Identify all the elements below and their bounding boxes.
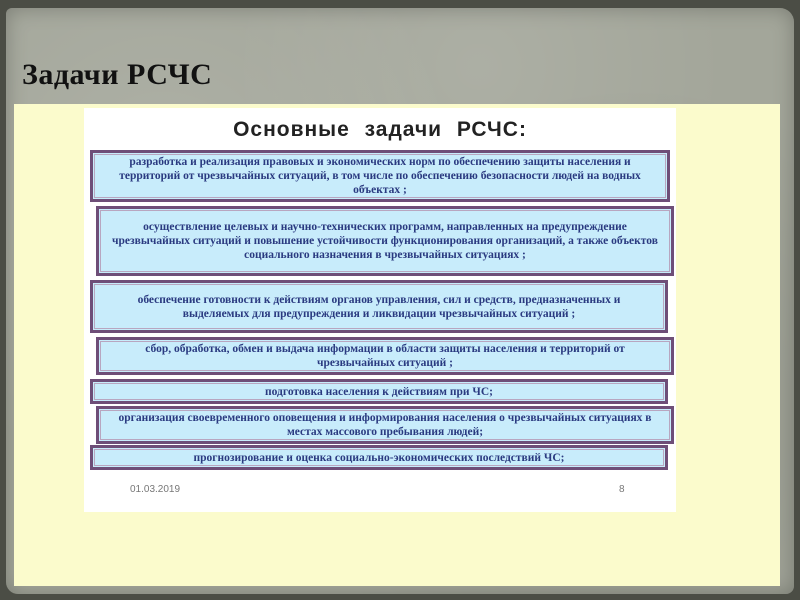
task-box-programs bbox=[96, 206, 674, 276]
task-text: прогнозирование и оценка социально-экономических последствий ЧС; bbox=[193, 451, 565, 464]
slide-title: Задачи РСЧС bbox=[22, 58, 213, 91]
task-text: обеспечение готовности к действиям органов управления, сил и средств, предназначенных и выделяемых для предупреждения и ликвидации чрезвычайных ситуаций ; bbox=[137, 293, 621, 320]
task-text: организация своевременного оповещения и информирования населения о чрезвычайных ситуациях в местах массового пребывания людей; bbox=[118, 412, 652, 438]
task-text: подготовка населения к действиям при ЧС; bbox=[265, 385, 493, 398]
task-text: разработка и реализация правовых и экономических норм по обеспечению защиты населения и территорий от чрезвычайных ситуаций, в том числе по обеспечению безопасности людей на водных объектах ; bbox=[119, 156, 641, 196]
inner-slide-title: Основные задачи РСЧС: bbox=[233, 118, 527, 141]
task-box-readiness bbox=[90, 280, 668, 333]
task-box-population-training bbox=[90, 379, 668, 404]
task-text: сбор, обработка, обмен и выдача информации в области защиты населения и территорий от чрезвычайных ситуаций ; bbox=[145, 343, 625, 369]
task-text: осуществление целевых и научно-технических программ, направленных на предупреждение чрезвычайных ситуаций и повышение устойчивости функционирования организаций, а также объектов социального назначения в чрезвычайных ситуациях ; bbox=[112, 221, 658, 261]
task-box-information bbox=[96, 337, 674, 375]
task-box-notification bbox=[96, 406, 674, 444]
task-box-legal-norms bbox=[90, 150, 670, 202]
task-box-forecasting bbox=[90, 445, 668, 470]
footer-date: 01.03.2019 bbox=[130, 484, 181, 495]
footer-page-number: 8 bbox=[619, 484, 625, 495]
